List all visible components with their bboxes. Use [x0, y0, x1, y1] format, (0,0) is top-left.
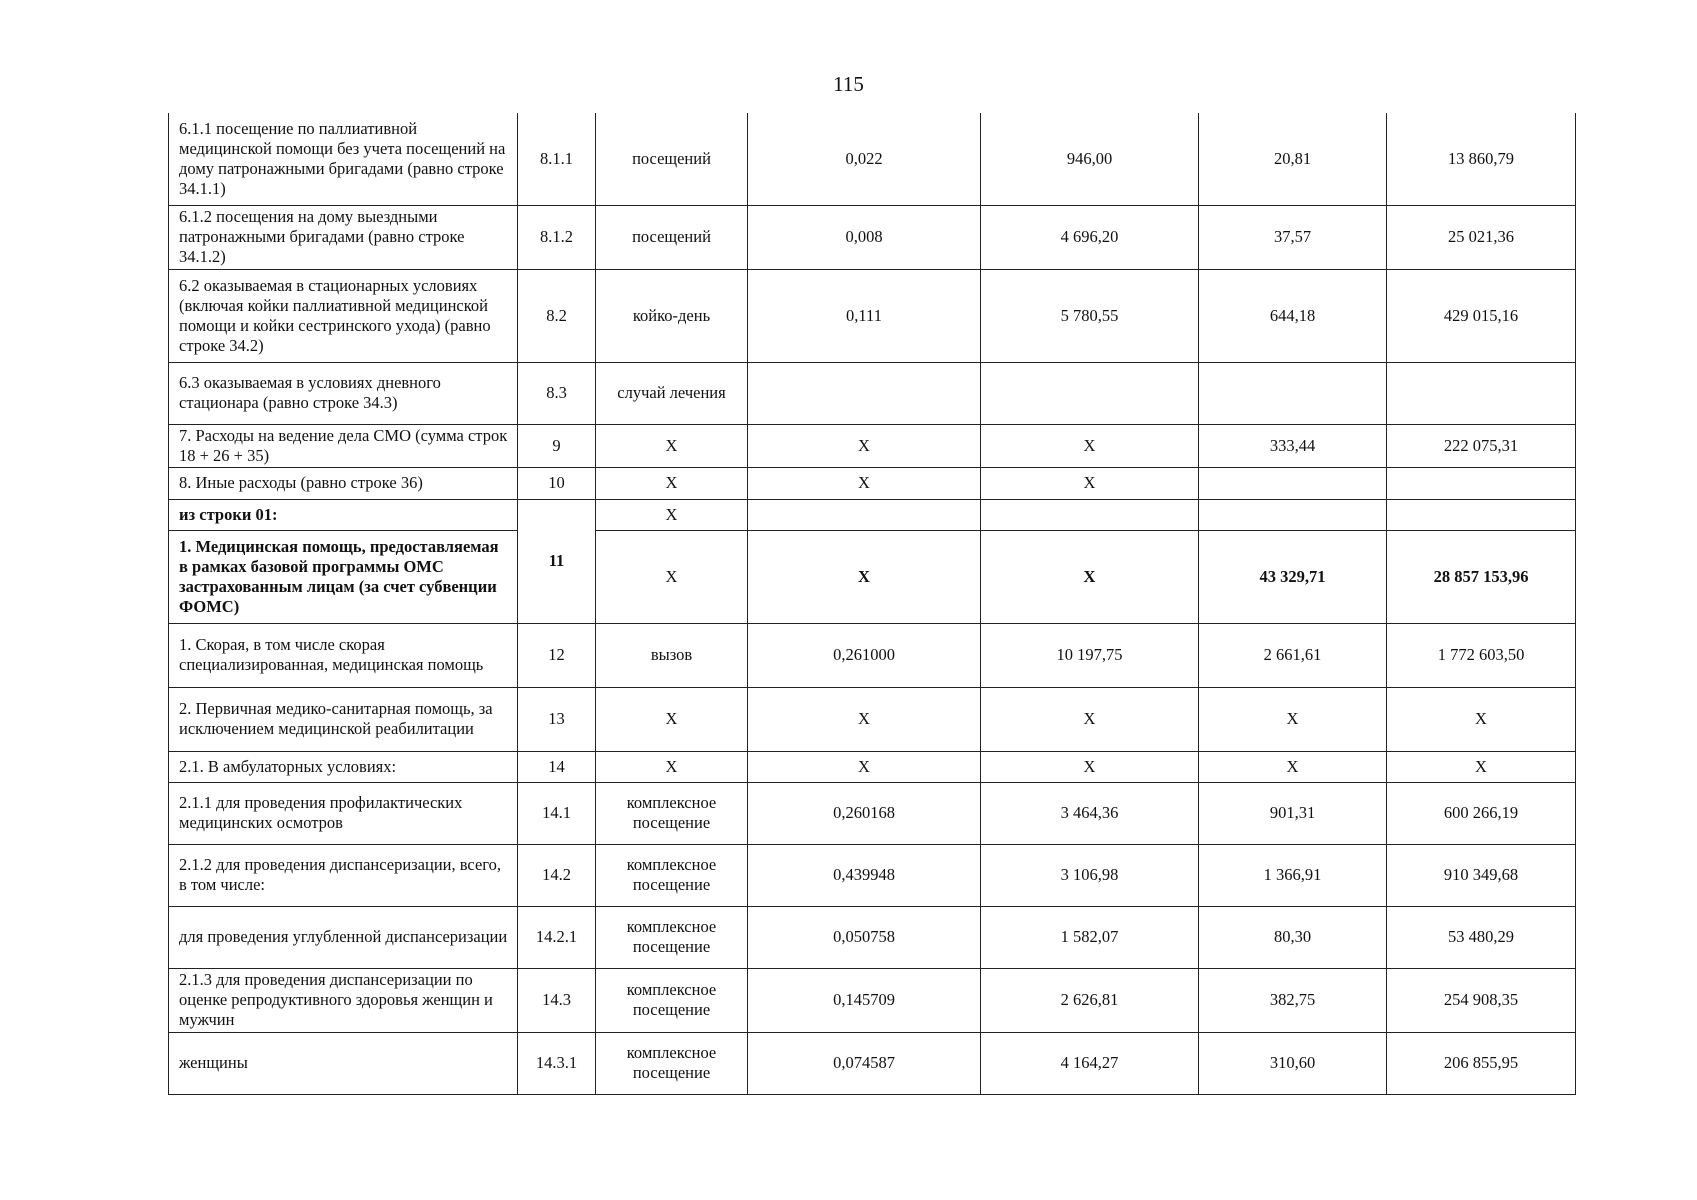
row-name: 2.1.3 для проведения диспансеризации по оценке репродуктивного здоровья женщин и мужчин: [169, 968, 518, 1032]
row-total: [1387, 467, 1576, 499]
row-name: из строки 01:: [169, 499, 518, 530]
row-per-capita: 644,18: [1199, 269, 1387, 362]
row-name: 8. Иные расходы (равно строке 36): [169, 467, 518, 499]
row-total: 254 908,35: [1387, 968, 1576, 1032]
table-row: [169, 687, 1576, 751]
row-cost: 1 582,07: [981, 906, 1199, 968]
row-code: 14.3.1: [518, 1032, 596, 1094]
row-volume: 0,261000: [748, 623, 981, 687]
row-unit: комплексное посещение: [596, 906, 748, 968]
row-total: [1387, 499, 1576, 530]
row-cost: 10 197,75: [981, 623, 1199, 687]
row-per-capita: 20,81: [1199, 113, 1387, 205]
row-volume: 0,111: [748, 269, 981, 362]
row-total: 1 772 603,50: [1387, 623, 1576, 687]
row-name: 1. Скорая, в том числе скорая специализированная, медицинская помощь: [169, 623, 518, 687]
row-per-capita: 80,30: [1199, 906, 1387, 968]
table-row: [169, 530, 1576, 623]
page-number: 115: [833, 72, 864, 96]
row-cost: 4 164,27: [981, 1032, 1199, 1094]
row-cost: 4 696,20: [981, 205, 1199, 269]
row-volume: [748, 362, 981, 424]
row-code: 10: [518, 467, 596, 499]
row-name: 2.1.2 для проведения диспансеризации, всего, в том числе:: [169, 844, 518, 906]
table-row: [169, 1032, 1576, 1094]
row-unit: комплексное посещение: [596, 1032, 748, 1094]
row-unit: X: [596, 467, 748, 499]
row-code: 14.3: [518, 968, 596, 1032]
table-row: [169, 269, 1576, 362]
row-total: 53 480,29: [1387, 906, 1576, 968]
table-row: [169, 623, 1576, 687]
row-per-capita: 2 661,61: [1199, 623, 1387, 687]
row-cost: 2 626,81: [981, 968, 1199, 1032]
row-volume: 0,022: [748, 113, 981, 205]
row-cost: 5 780,55: [981, 269, 1199, 362]
row-cost: X: [981, 530, 1199, 623]
row-volume: 0,074587: [748, 1032, 981, 1094]
row-per-capita: X: [1199, 751, 1387, 782]
row-cost: [981, 362, 1199, 424]
row-total: 600 266,19: [1387, 782, 1576, 844]
row-total: 206 855,95: [1387, 1032, 1576, 1094]
table-row: [169, 782, 1576, 844]
row-name: 2. Первичная медико-санитарная помощь, за исключением медицинской реабилитации: [169, 687, 518, 751]
row-unit: комплексное посещение: [596, 968, 748, 1032]
row-volume: X: [748, 530, 981, 623]
row-cost: [981, 499, 1199, 530]
row-volume: X: [748, 687, 981, 751]
row-cost: 3 464,36: [981, 782, 1199, 844]
row-total: 25 021,36: [1387, 205, 1576, 269]
row-unit: комплексное посещение: [596, 844, 748, 906]
row-per-capita: 43 329,71: [1199, 530, 1387, 623]
row-code: 8.1.2: [518, 205, 596, 269]
row-volume: 0,439948: [748, 844, 981, 906]
row-cost: X: [981, 467, 1199, 499]
table-row: [169, 844, 1576, 906]
row-name: 6.3 оказываемая в условиях дневного стационара (равно строке 34.3): [169, 362, 518, 424]
row-code: 8.3: [518, 362, 596, 424]
row-name: женщины: [169, 1032, 518, 1094]
row-per-capita: 382,75: [1199, 968, 1387, 1032]
row-total: 222 075,31: [1387, 424, 1576, 467]
row-total: 28 857 153,96: [1387, 530, 1576, 623]
row-name: 6.1.1 посещение по паллиативной медицинской помощи без учета посещений на дому патронажными бригадами (равно строке 34.1.1): [169, 113, 518, 205]
row-total: X: [1387, 687, 1576, 751]
row-total: X: [1387, 751, 1576, 782]
row-volume: 0,145709: [748, 968, 981, 1032]
data-table: [168, 113, 1576, 1095]
row-volume: X: [748, 751, 981, 782]
row-cost: X: [981, 424, 1199, 467]
row-per-capita: 1 366,91: [1199, 844, 1387, 906]
row-unit: койко-день: [596, 269, 748, 362]
row-total: 910 349,68: [1387, 844, 1576, 906]
table-row: [169, 362, 1576, 424]
table-row: [169, 113, 1576, 205]
row-code: 8.2: [518, 269, 596, 362]
row-volume: X: [748, 424, 981, 467]
row-name: для проведения углубленной диспансеризации: [169, 906, 518, 968]
row-unit: случай лечения: [596, 362, 748, 424]
row-name: 6.2 оказываемая в стационарных условиях (включая койки паллиативной медицинской помощи и койки сестринского ухода) (равно строке 34.2): [169, 269, 518, 362]
table-row: [169, 467, 1576, 499]
row-unit: вызов: [596, 623, 748, 687]
table-row: [169, 205, 1576, 269]
row-name: 6.1.2 посещения на дому выездными патронажными бригадами (равно строке 34.1.2): [169, 205, 518, 269]
row-cost: 946,00: [981, 113, 1199, 205]
table-row: [169, 968, 1576, 1032]
table-row: [169, 499, 1576, 530]
row-unit: X: [596, 687, 748, 751]
row-volume: X: [748, 467, 981, 499]
row-per-capita: 310,60: [1199, 1032, 1387, 1094]
row-per-capita: 37,57: [1199, 205, 1387, 269]
row-volume: 0,050758: [748, 906, 981, 968]
row-total: [1387, 362, 1576, 424]
row-volume: 0,260168: [748, 782, 981, 844]
row-name: 7. Расходы на ведение дела СМО (сумма строк 18 + 26 + 35): [169, 424, 518, 467]
row-code: 13: [518, 687, 596, 751]
row-code: 14.1: [518, 782, 596, 844]
row-name: 2.1.1 для проведения профилактических медицинских осмотров: [169, 782, 518, 844]
row-unit: посещений: [596, 113, 748, 205]
row-unit: посещений: [596, 205, 748, 269]
row-cost: X: [981, 687, 1199, 751]
row-code: 14.2: [518, 844, 596, 906]
row-unit: X: [596, 424, 748, 467]
row-unit: X: [596, 530, 748, 623]
row-name: 1. Медицинская помощь, предоставляемая в рамках базовой программы ОМС застрахованным лицам (за счет субвенции ФОМС): [169, 530, 518, 623]
row-total: 13 860,79: [1387, 113, 1576, 205]
table-row: [169, 906, 1576, 968]
row-volume: [748, 499, 981, 530]
row-unit: комплексное посещение: [596, 782, 748, 844]
row-code: 14: [518, 751, 596, 782]
row-per-capita: [1199, 362, 1387, 424]
row-unit: X: [596, 499, 748, 530]
table-row: [169, 424, 1576, 467]
row-total: 429 015,16: [1387, 269, 1576, 362]
row-cost: 3 106,98: [981, 844, 1199, 906]
table-row: [169, 751, 1576, 782]
row-per-capita: 333,44: [1199, 424, 1387, 467]
row-name: 2.1. В амбулаторных условиях:: [169, 751, 518, 782]
row-unit: X: [596, 751, 748, 782]
row-code: 14.2.1: [518, 906, 596, 968]
row-per-capita: 901,31: [1199, 782, 1387, 844]
row-code: 9: [518, 424, 596, 467]
row-per-capita: [1199, 499, 1387, 530]
row-code: 12: [518, 623, 596, 687]
row-code: 8.1.1: [518, 113, 596, 205]
row-per-capita: X: [1199, 687, 1387, 751]
row-cost: X: [981, 751, 1199, 782]
row-volume: 0,008: [748, 205, 981, 269]
row-code: 11: [518, 499, 596, 623]
row-per-capita: [1199, 467, 1387, 499]
